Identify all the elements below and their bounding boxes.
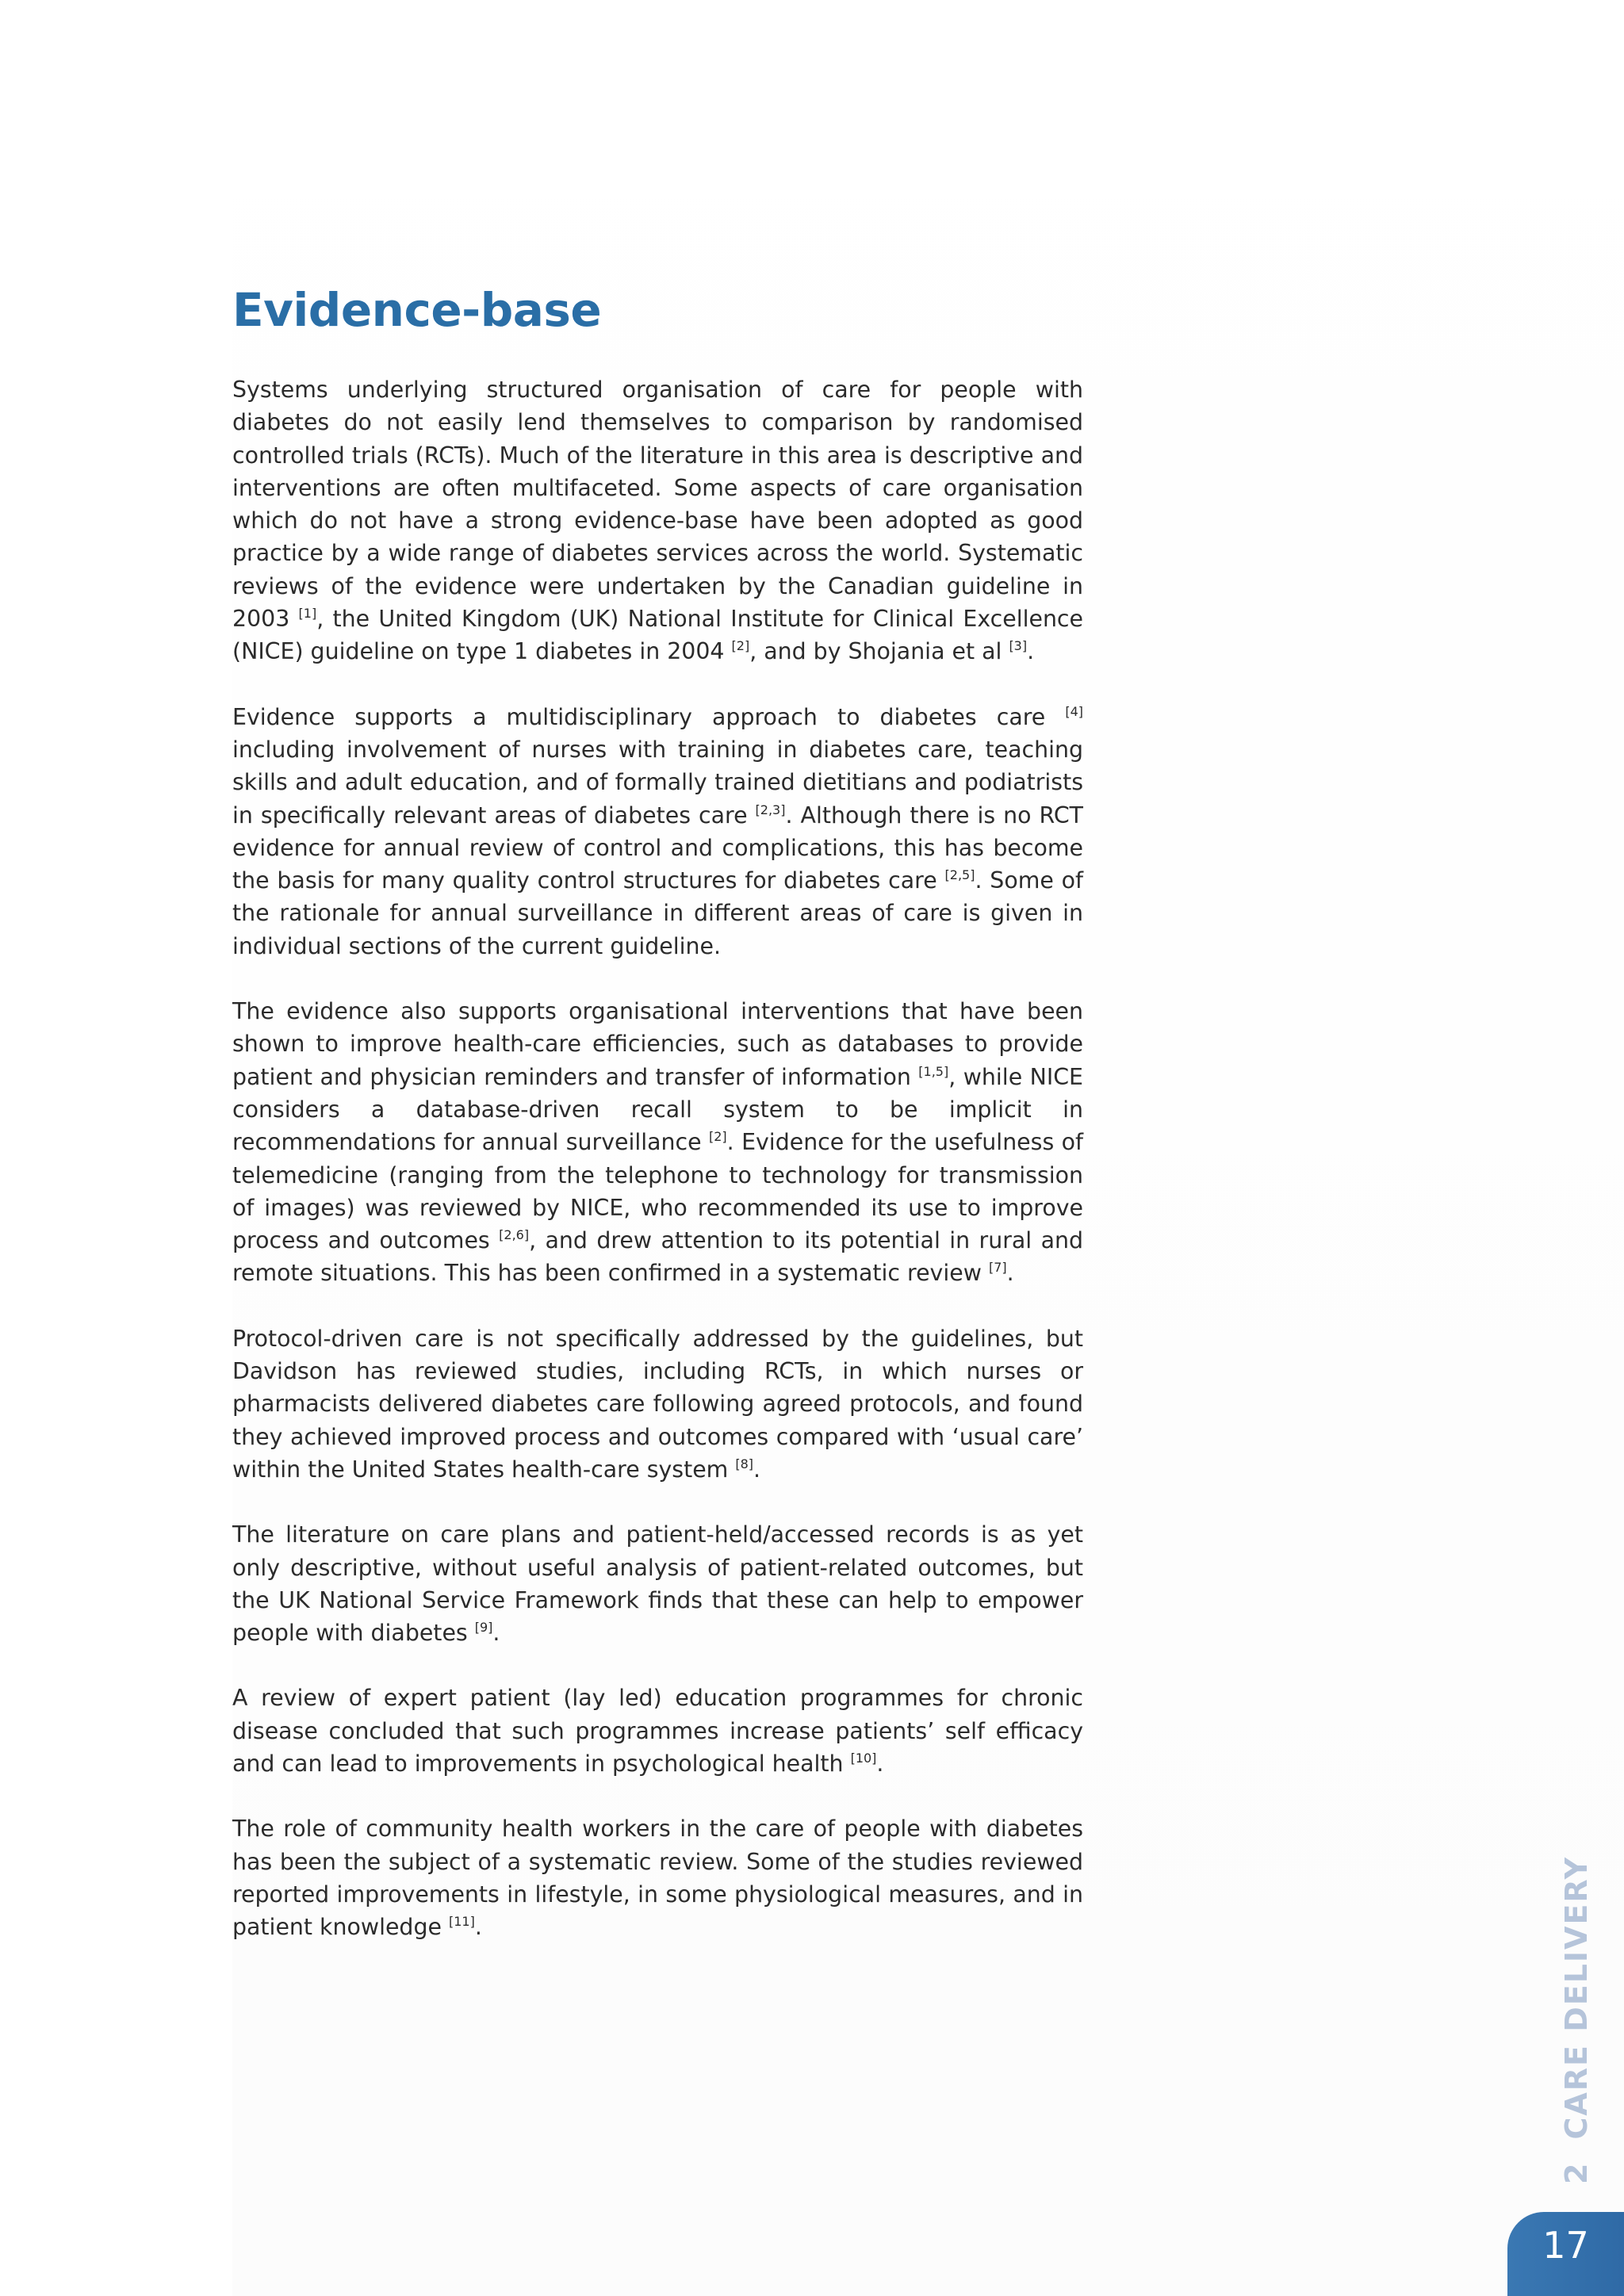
paragraph-text: . Although there is no RCT evidence for annual review of control and complications, this has become the basis for many quality control structures for diabetes care: [232, 802, 1083, 894]
paragraph-5: [232, 1518, 1083, 1649]
citation: [2,6]: [499, 1227, 530, 1243]
paragraph-text: The evidence also supports organisational interventions that have been shown to improve health-care efficiencies, such as databases to provide patient and physician reminders and transfer of information: [232, 998, 1083, 1090]
citation: [9]: [474, 1620, 493, 1636]
citation: [2,5]: [944, 867, 975, 883]
paragraph-text: .: [1027, 638, 1035, 665]
paragraph-text: . Evidence for the usefulness of telemedicine (ranging from the telephone to technology for transmission of images) was reviewed by NICE, who recommended its use to improve process and outcomes: [232, 1129, 1083, 1254]
paragraph-text: The role of community health workers in the care of people with diabetes has been the subject of a systematic review. Some of the studies reviewed reported improvements in lifestyle, in some physiological measures, and in patient knowledge: [232, 1816, 1083, 1941]
page-number-tab: [1507, 2212, 1624, 2296]
citation: [4]: [1065, 703, 1083, 719]
section-heading: Evidence-base: [232, 283, 602, 337]
paragraph-2: [232, 701, 1083, 962]
paragraph-text: , the United Kingdom (UK) National Institute for Clinical Excellence (NICE) guideline on type 1 diabetes in 2004: [232, 606, 1084, 665]
chapter-side-tab: [1557, 1855, 1595, 2184]
paragraph-text: A review of expert patient (lay led) education programmes for chronic disease concluded that such programmes increase patients’ self efficacy and can lead to improvements in psychological health: [232, 1685, 1083, 1777]
chapter-label: [1557, 1855, 1595, 2184]
citation: [10]: [850, 1750, 877, 1766]
paragraph-text: Protocol-driven care is not specifically addressed by the guidelines, but Davidson has reviewed studies, including RCTs, in which nurses or pharmacists delivered diabetes care following agreed protocols, and found they achieved improved process and outcomes compared with ‘usual care’ within the United States health-care system: [232, 1325, 1083, 1483]
paragraph-3: [232, 995, 1083, 1290]
paragraph-text: .: [492, 1620, 500, 1647]
paragraph-text: .: [474, 1914, 482, 1941]
citation: [1]: [298, 606, 317, 622]
citation: [11]: [448, 1914, 475, 1930]
citation: [2]: [708, 1129, 727, 1145]
citation: [1,5]: [918, 1063, 949, 1079]
paragraph-text: . Some of the rationale for annual surveillance in different areas of care is given in individual sections of the current guideline.: [232, 867, 1084, 959]
citation: [2]: [731, 638, 750, 654]
citation: [7]: [988, 1260, 1007, 1276]
paragraph-text: .: [1006, 1260, 1014, 1287]
chapter-number: 2: [1559, 2161, 1594, 2184]
main-content: [232, 281, 1083, 1976]
paragraph-1: [232, 373, 1083, 668]
page-number: 17: [1542, 2224, 1589, 2267]
paragraph-text: .: [876, 1750, 884, 1777]
paragraph-7: [232, 1812, 1083, 1943]
paragraph-text: Systems underlying structured organisation of care for people with diabetes do not easily lend themselves to comparison by randomised controlled trials (RCTs). Much of the literature in this area is descriptive and interventions are often multifaceted. Some aspects of care organisation which do not have a strong evidence-base have been adopted as good practice by a wide range of diabetes services across the world. Systematic reviews of the evidence were undertaken by the Canadian guideline in 2003: [232, 377, 1083, 633]
paragraph-text: Evidence supports a multidisciplinary approach to diabetes care: [232, 703, 1066, 730]
paragraph-text: .: [753, 1456, 761, 1483]
citation: [8]: [735, 1456, 754, 1471]
chapter-title: CARE DELIVERY: [1559, 1855, 1594, 2140]
paragraph-text: , while NICE considers a database-driven recall system to be implicit in recommendations for annual surveillance: [232, 1063, 1083, 1156]
paragraph-text: The literature on care plans and patient-held/accessed records is as yet only descriptive, without useful analysis of patient-related outcomes, but the UK National Service Framework finds that these can help to empower people with diabetes: [232, 1521, 1083, 1647]
citation: [2,3]: [755, 802, 786, 817]
paragraph-text: including involvement of nurses with training in diabetes care, teaching skills and adult education, and of formally trained dietitians and podiatrists in specifically relevant areas of diabetes care: [232, 736, 1083, 828]
paragraph-text: , and drew attention to its potential in rural and remote situations. This has been confirmed in a systematic review: [232, 1227, 1083, 1287]
paragraph-4: [232, 1322, 1083, 1486]
citation: [3]: [1009, 638, 1028, 654]
paragraph-text: , and by Shojania et al: [749, 638, 1009, 665]
paragraph-6: [232, 1682, 1083, 1780]
